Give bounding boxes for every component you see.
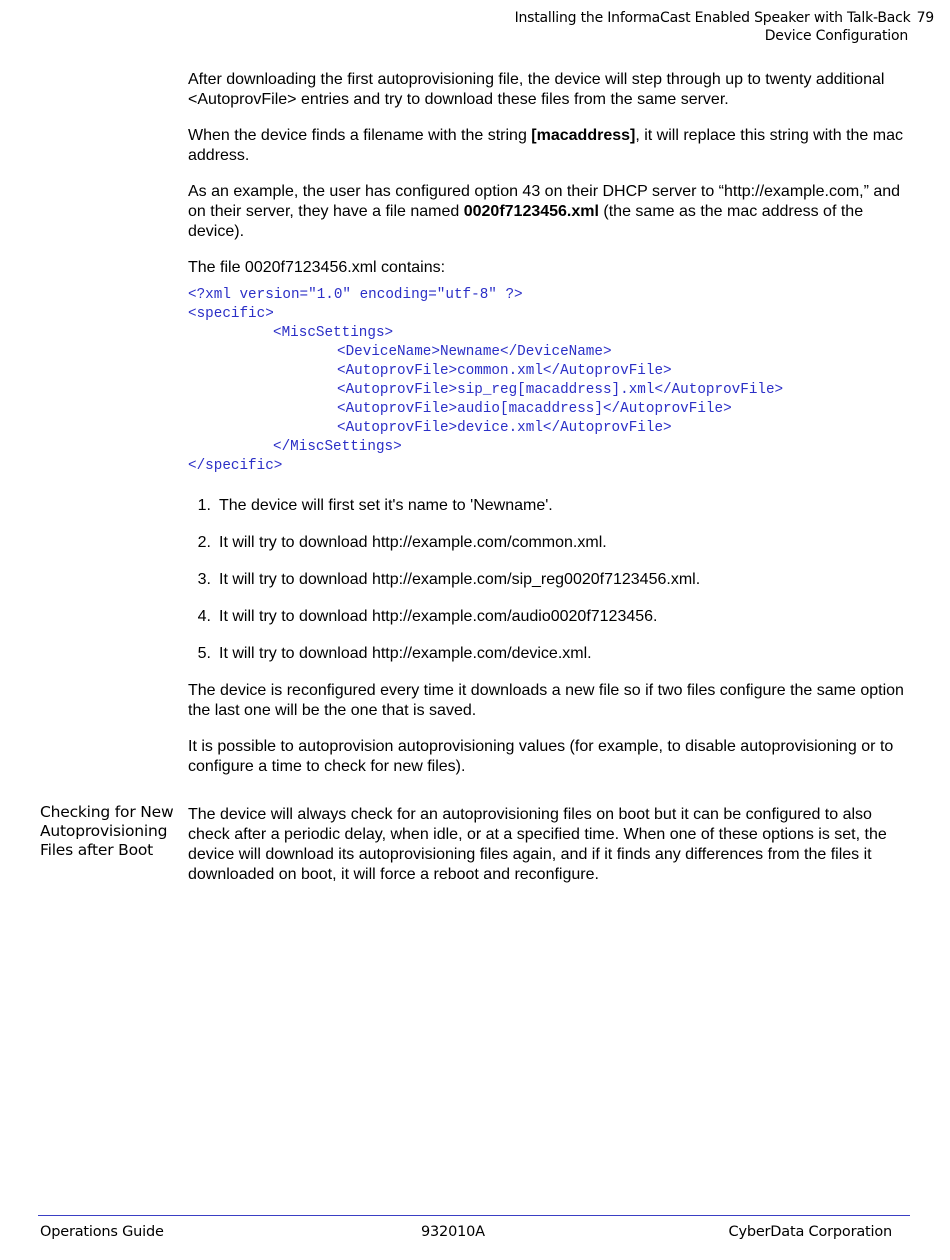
main-content <box>188 70 910 793</box>
step-text: It will try to download http://example.com/device.xml. <box>219 645 592 662</box>
step-text: The device will first set it's name to 'Newname'. <box>219 497 553 514</box>
section-heading-line: Files after Boot <box>40 841 154 859</box>
footer-right: CyberData Corporation <box>728 1224 892 1240</box>
list-item <box>188 607 910 627</box>
header-line-1 <box>515 9 934 27</box>
step-number: 3. <box>197 571 211 588</box>
list-item <box>188 570 910 590</box>
header-title: Installing the InformaCast Enabled Speaker with Talk-Back <box>514 10 911 26</box>
code-line: <?xml version="1.0" encoding="utf-8" ?> <box>188 287 523 303</box>
footer-left: Operations Guide <box>40 1224 164 1240</box>
p3-bold-filename: 0020f7123456.xml <box>463 203 599 220</box>
header-subtitle: Device Configuration <box>764 28 908 44</box>
code-line: </specific> <box>188 458 283 474</box>
code-line: <DeviceName>Newname</DeviceName> <box>337 344 612 360</box>
code-line: <specific> <box>188 306 274 322</box>
section-heading <box>40 803 185 860</box>
page-number: 79 <box>916 10 934 26</box>
step-number: 1. <box>197 497 211 514</box>
p2-text-before: When the device finds a filename with the string <box>188 127 532 144</box>
footer-divider <box>38 1215 910 1216</box>
list-item <box>188 533 910 553</box>
intro-paragraph-1: After downloading the first autoprovisioning file, the device will step through up to twenty additional <AutoprovFile> entries and try to download these files from the same server. <box>188 71 885 108</box>
xml-code-block <box>188 286 910 476</box>
intro-paragraph-2 <box>188 126 910 166</box>
step-text: It will try to download http://example.com/common.xml. <box>219 534 607 551</box>
p2-text-after: , it will replace this string with the mac address. <box>188 127 903 164</box>
code-line: <AutoprovFile>sip_reg[macaddress].xml</AutoprovFile> <box>337 382 784 398</box>
list-item <box>188 644 910 664</box>
page-footer <box>40 1224 892 1244</box>
code-line: </MiscSettings> <box>273 439 402 455</box>
code-line: <MiscSettings> <box>273 325 394 341</box>
intro-paragraph-4: The file 0020f7123456.xml contains: <box>188 259 446 276</box>
after-paragraph-1: The device is reconfigured every time it downloads a new file so if two files configure the same option the last one will be the one that is saved. <box>188 682 904 719</box>
page-header <box>515 9 934 45</box>
step-text: It will try to download http://example.com/audio0020f7123456. <box>219 608 658 625</box>
section-heading-line: Checking for New <box>40 803 174 821</box>
code-line: <AutoprovFile>device.xml</AutoprovFile> <box>337 420 672 436</box>
p2-bold-macaddress: [macaddress] <box>531 127 636 144</box>
code-line: <AutoprovFile>common.xml</AutoprovFile> <box>337 363 672 379</box>
step-text: It will try to download http://example.com/sip_reg0020f7123456.xml. <box>219 571 701 588</box>
footer-center: 932010A <box>421 1224 485 1240</box>
p3-text-before: As an example, the user has configured option 43 on their DHCP server to “http://example.com,” and on their server, they have a file named <box>188 183 901 220</box>
section-heading-line: Autoprovisioning <box>40 822 168 840</box>
code-line: <AutoprovFile>audio[macaddress]</AutoprovFile> <box>337 401 732 417</box>
section-paragraph: The device will always check for an autoprovisioning files on boot but it can be configured to also check after a periodic delay, when idle, or at a specified time. When one of these options is set, the device will download its autoprovisioning files again, and if it finds any differences from the files it downloaded on boot, it will force a reboot and reconfigure. <box>188 806 887 883</box>
p3-text-after: (the same as the mac address of the device). <box>188 203 864 240</box>
list-item <box>188 496 910 516</box>
step-number: 5. <box>197 645 211 662</box>
step-number: 4. <box>197 608 211 625</box>
intro-paragraph-3 <box>188 182 910 242</box>
after-paragraph-2: It is possible to autoprovision autoprovisioning values (for example, to disable autoprovisioning or to configure a time to check for new files). <box>188 738 894 775</box>
steps-list <box>188 496 910 664</box>
step-number: 2. <box>197 534 211 551</box>
